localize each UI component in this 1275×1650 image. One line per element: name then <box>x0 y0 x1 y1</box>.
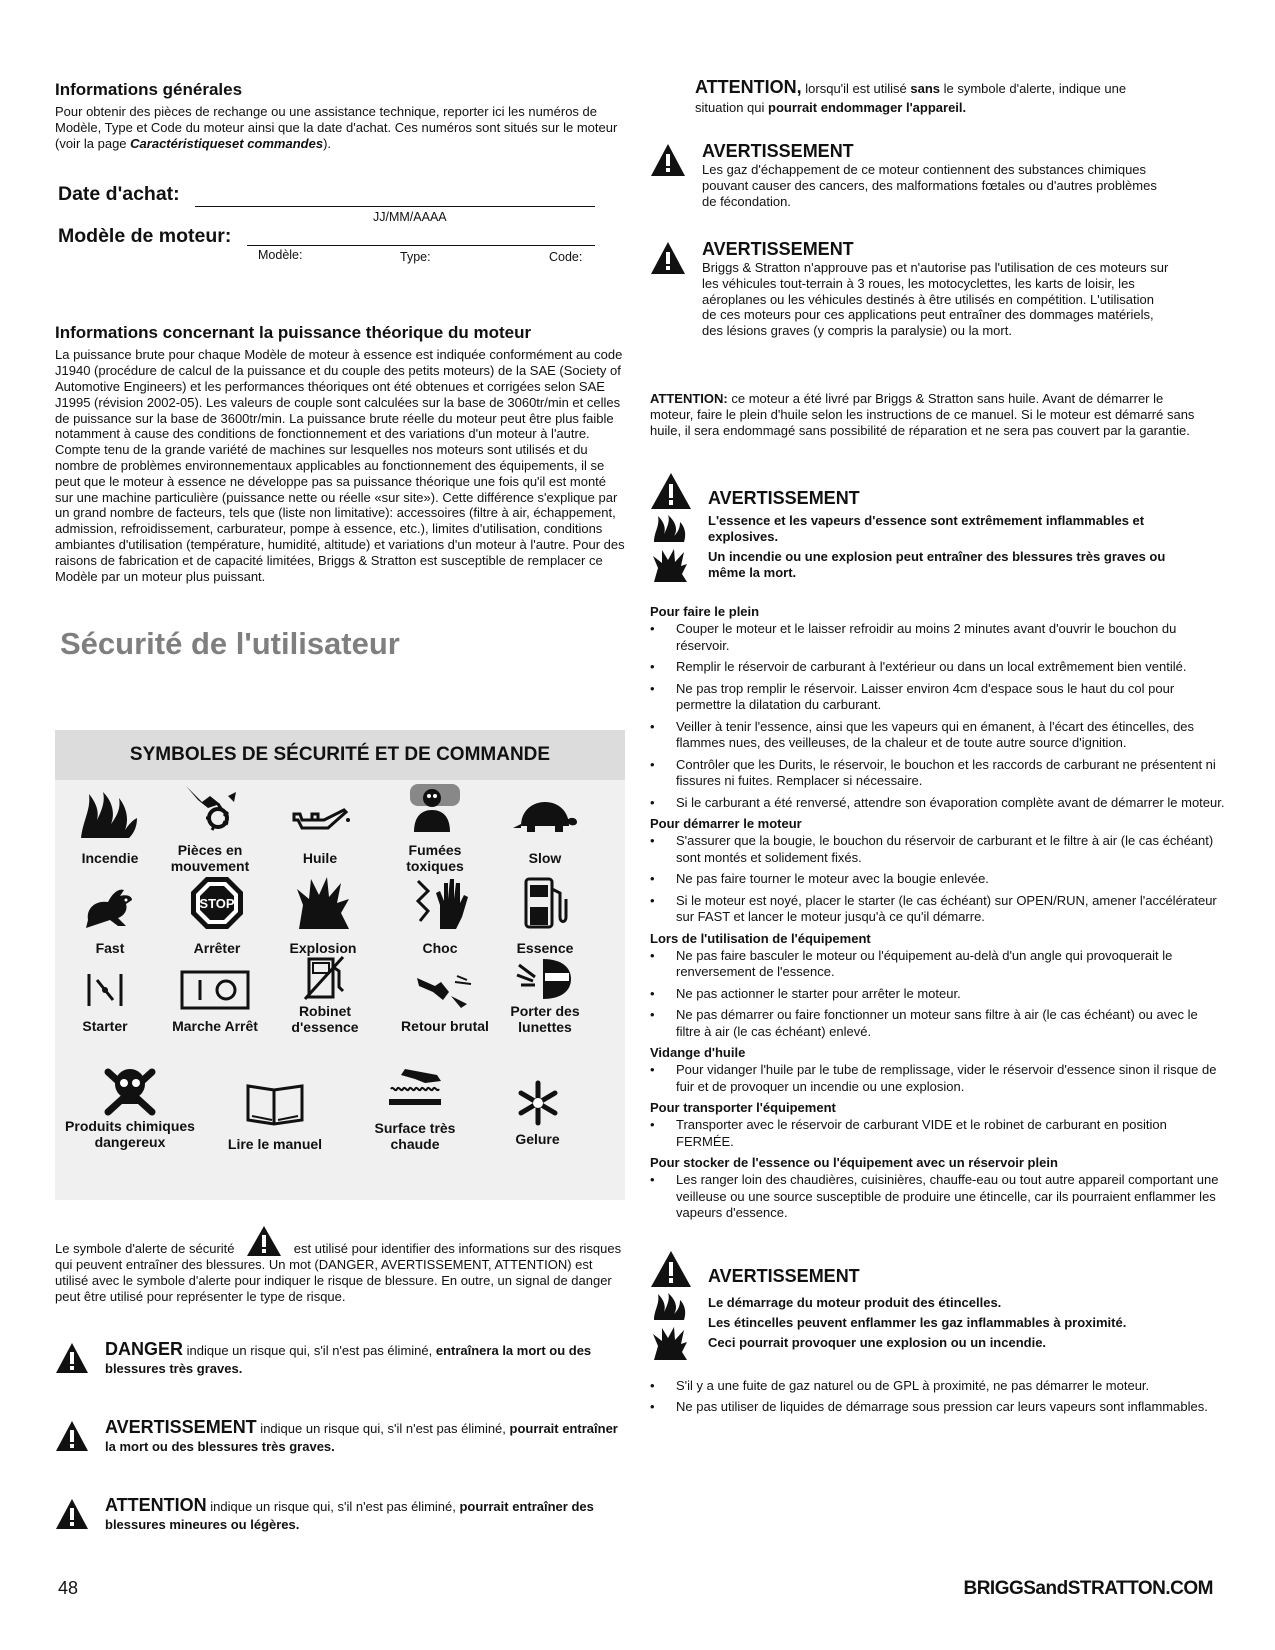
explosion-icon <box>295 875 351 931</box>
warning-exhaust-body <box>702 141 1172 209</box>
list-item: • Transporter avec le réservoir de carburant VIDE et le robinet de carburant en position FERMÉE. <box>650 1117 1225 1150</box>
symbol-label-hazardous-chemicals: Produits chimiques dangereux <box>65 1118 195 1150</box>
symbol-label-stop: Arrêter <box>193 940 241 956</box>
warning-exhaust-alert-icon <box>650 143 686 177</box>
symbol-moving-parts <box>160 782 260 872</box>
stop-sign-icon <box>189 875 245 931</box>
warning-sparks-line-2: Les étincelles peuvent enflammer les gaz inflammables à proximité. <box>708 1314 1127 1330</box>
symbol-on-off <box>155 970 275 1050</box>
choke-icon <box>85 970 125 1010</box>
attention-mid: lorsqu'il est utilisé <box>801 81 911 96</box>
warning-sparks-alert-icon <box>650 1250 692 1288</box>
level-caution-consequence: pourrait entraîner des blessures mineures ou légères. <box>105 1499 594 1532</box>
list-item: • Veiller à tenir l'essence, ainsi que les vapeurs qui en émanent, à l'écart des étincelles, des flammes nues, des veilleuses, de la chaleur et de toute autre source d'ignition. <box>650 719 1225 752</box>
general-text-end: ). <box>323 135 332 151</box>
on-off-icon <box>180 970 250 1010</box>
section-list-refuel <box>650 621 1225 811</box>
alert-symbol-text <box>55 1225 625 1304</box>
list-item: • Ne pas utiliser de liquides de démarrage sous pression car leurs vapeurs sont inflammables. <box>650 1399 1210 1416</box>
rabbit-icon <box>82 880 138 930</box>
toxic-fumes-icon <box>408 782 462 834</box>
fuel-pump-icon <box>520 875 570 931</box>
symbol-label-fuel-valve: Robinet d'essence <box>291 1003 359 1035</box>
symbol-label-shock: Choc <box>422 940 458 956</box>
level-danger-word: DANGER <box>105 1339 184 1359</box>
section-list-storage <box>650 1172 1225 1222</box>
attention-word: ATTENTION, <box>695 77 802 97</box>
warning-fuel-title: AVERTISSEMENT <box>708 488 860 509</box>
symbol-fast <box>60 880 160 960</box>
features-page-reference: Caractéristiqueset commandes <box>130 135 324 151</box>
code-sublabel: Code: <box>549 250 583 265</box>
section-list-oil-drain <box>650 1062 1225 1095</box>
section-title-transport: Pour transporter l'équipement <box>650 1100 836 1116</box>
section-title-start: Pour démarrer le moteur <box>650 816 802 832</box>
engine-model-label: Modèle de moteur: <box>58 225 232 248</box>
fuel-valve-icon <box>303 955 347 1001</box>
symbol-label-toxic-fumes: Fumées toxiques <box>406 842 464 874</box>
level-warning-mid: indique un risque qui, s'il n'est pas éliminé, <box>256 1421 510 1436</box>
list-item: • Ne pas faire basculer le moteur ou l'équipement au-delà d'un angle qui provoquerait le renversement de l'essence. <box>650 948 1225 981</box>
section-list-start <box>650 833 1225 926</box>
symbol-fire <box>60 790 160 870</box>
level-warning-text <box>105 1418 630 1456</box>
general-text-part: Pour obtenir des pièces de rechange ou une assistance technique, reporter ici les numéros de Modèle, Type et Code du moteur ainsi que la date d'achat. Ces numéros sont situés sur le moteur (voir la page <box>55 104 618 151</box>
warning-fuel-line-1: L'essence et les vapeurs d'essence sont extrêmement inflammables et explosives. <box>708 513 1145 545</box>
symbol-hot-surface <box>360 1065 470 1160</box>
symbol-safety-glasses <box>495 955 595 1050</box>
fuel-safety-sections <box>650 604 1225 1222</box>
website-link[interactable]: BRIGGSandSTRATTON.COM <box>963 1578 1213 1599</box>
oil-attention-label: ATTENTION: <box>650 391 728 406</box>
level-danger-text <box>105 1340 630 1378</box>
warning-fuel-line-2: Un incendie ou une explosion peut entraîner des blessures très graves ou même la mort. <box>708 548 1166 580</box>
section-title-oil-drain: Vidange d'huile <box>650 1045 746 1061</box>
warning-sparks-line-1: Le démarrage du moteur produit des étincelles. <box>708 1294 1002 1310</box>
list-item: • Si le carburant a été renversé, attendre son évaporation complète avant de démarrer le moteur. <box>650 795 1225 812</box>
symbol-label-frostbite: Gelure <box>515 1131 560 1147</box>
level-caution-word: ATTENTION <box>105 1495 207 1515</box>
symbol-label-fast: Fast <box>95 940 125 956</box>
kickback-icon <box>415 970 475 1010</box>
symbol-explosion <box>273 875 373 960</box>
stop-sign-text: STOP <box>199 896 235 911</box>
engine-model-line[interactable] <box>247 245 595 246</box>
list-item: • Pour vidanger l'huile par le tube de remplissage, vider le réservoir d'essence sinon il risque de fuir et de provoquer un incendie ou une explosion. <box>650 1062 1225 1095</box>
symbol-label-choke: Starter <box>82 1018 128 1034</box>
level-caution-mid: indique un risque qui, s'il n'est pas éliminé, <box>206 1499 460 1514</box>
symbol-oil <box>270 790 370 870</box>
purchase-date-field <box>55 177 625 225</box>
warning-sparks-explosion-icon <box>652 1326 688 1362</box>
page-number: 48 <box>58 1578 79 1598</box>
symbol-shock <box>390 875 490 960</box>
warning-fuel <box>650 472 1225 590</box>
general-info-text <box>55 104 625 151</box>
list-item: • Couper le moteur et le laisser refroidir au moins 2 minutes avant d'ouvrir le bouchon du réservoir. <box>650 621 1225 654</box>
symbol-label-moving-parts: Pièces en mouvement <box>170 842 250 874</box>
symbol-label-explosion: Explosion <box>289 940 357 956</box>
list-item: • Si le moteur est noyé, placer le starter (le cas échéant) sur OPEN/RUN, amener l'accélérateur sur FAST et lancer le moteur jusqu'à ce qu'il démarre. <box>650 893 1225 926</box>
symbol-label-fire: Incendie <box>81 850 139 866</box>
symbol-label-oil: Huile <box>302 850 338 866</box>
list-item: • Les ranger loin des chaudières, cuisinières, chauffe-eau ou tout autre appareil comportant une veilleuse ou une source susceptible de produire une étincelle, car ils pourraient enflammer les vapeurs d'essence. <box>650 1172 1225 1222</box>
attention-sans: sans <box>910 81 940 96</box>
safety-title: Sécurité de l'utilisateur <box>60 626 400 662</box>
snowflake-icon <box>515 1080 561 1126</box>
manual-book-icon <box>244 1080 306 1126</box>
purchase-date-line[interactable] <box>195 206 595 207</box>
warning-exhaust-title: AVERTISSEMENT <box>702 141 854 161</box>
level-danger-consequence: entraînera la mort ou des blessures très graves. <box>105 1343 592 1376</box>
level-warning-word: AVERTISSEMENT <box>105 1417 257 1437</box>
final-warnings-list <box>650 1378 1210 1416</box>
left-column <box>55 80 625 662</box>
section-title-refuel: Pour faire le plein <box>650 604 760 620</box>
warning-sparks <box>650 1250 1225 1362</box>
attention-consequence: pourrait endommager l'appareil. <box>768 100 967 115</box>
engine-model-field <box>55 225 625 281</box>
list-item: • Contrôler que les Durits, le réservoir, le bouchon et les raccords de carburant ne présentent ni fissures ni fuites. Remplacer si nécessaire. <box>650 757 1225 790</box>
warning-sparks-line-3: Ceci pourrait provoquer une explosion ou un incendie. <box>708 1334 1047 1350</box>
section-list-operation <box>650 948 1225 1041</box>
symbol-label-on-off: Marche Arrêt <box>172 1018 258 1034</box>
symbols-heading: SYMBOLES DE SÉCURITÉ ET DE COMMANDE <box>55 730 625 780</box>
warning-exhaust-text: Les gaz d'échappement de ce moteur contiennent des substances chimiques pouvant causer des cancers, des malformations fœtales ou d'autres problèmes de fécondation. <box>702 162 1157 209</box>
list-item: • Remplir le réservoir de carburant à l'extérieur ou dans un local extrêmement bien ventilé. <box>650 659 1225 676</box>
list-item: • S'assurer que la bougie, le bouchon du réservoir de carburant et le filtre à air (le cas échéant) sont montés et solidement fixés. <box>650 833 1225 866</box>
oil-attention-text: ce moteur a été livré par Briggs & Stratton sans huile. Avant de démarrer le moteur, faire le plein d'huile selon les instructions de ce manuel. Si le moteur est démarré sans huile, il sera endommagé sans possibilité de réparation et ne sera pas couvert par la garantie. <box>650 391 1195 438</box>
symbol-label-kickback: Retour brutal <box>401 1018 489 1034</box>
list-item: • Ne pas démarrer ou faire fonctionner un moteur sans filtre à air (le cas échéant) ou avec le filtre à air (le cas échéant) enlevé. <box>650 1007 1225 1040</box>
warning-fuel-explosion-icon <box>652 548 688 584</box>
warning-sparks-fire-icon <box>652 1292 688 1322</box>
section-title-storage: Pour stocker de l'essence ou l'équipement avec un réservoir plein <box>650 1155 1058 1171</box>
oil-can-icon <box>288 790 352 840</box>
type-sublabel: Type: <box>400 250 431 265</box>
symbol-fuel <box>495 875 595 960</box>
warning-vehicles-text: Briggs & Stratton n'approuve pas et n'autorise pas l'utilisation de ces moteurs sur les véhicules tout-terrain à 3 roues, les motocyclettes, les karts de loisir, les aéroplanes ou les véhicules destinés à être utilisés en compétition. L'utilisation de ces moteurs pour ces applications peut entraîner des dommages matériels, des lésions graves (y compris la paralysie) ou la mort. <box>702 260 1169 339</box>
right-column <box>650 78 1225 1421</box>
oil-attention-note <box>650 391 1200 438</box>
purchase-date-label: Date d'achat: <box>58 183 180 206</box>
model-sublabel: Modèle: <box>258 248 303 263</box>
warning-fuel-alert-icon <box>650 472 692 510</box>
warning-vehicles-alert-icon <box>650 241 686 275</box>
warning-vehicles-body <box>702 239 1172 339</box>
symbol-hazardous-chemicals <box>55 1062 205 1162</box>
warning-fuel-fire-icon <box>652 514 688 544</box>
alert-text-start: Le symbole d'alerte de sécurité <box>55 1241 235 1256</box>
skull-crossbones-icon <box>100 1062 160 1118</box>
list-item: • Ne pas trop remplir le réservoir. Laisser environ 4cm d'espace sous le haut du col pour permettre la dilatation du carburant. <box>650 681 1225 714</box>
level-danger <box>55 1340 625 1390</box>
warning-sparks-title: AVERTISSEMENT <box>708 1265 860 1286</box>
power-info-text: La puissance brute pour chaque Modèle de moteur à essence est indiquée conformément au code J1940 (procédure de calcul de la puissance et du couple des petits moteurs) de la SAE (Society of Automotive Engineers) et les performances théoriques ont été obtenues et corrigées selon SAE J1995 (révision 2002-05). Les valeurs de couple sont calculées sur la base de 3060tr/min et celles de puissance sur la base de 3600tr/min. La puissance brute réelle du moteur peut être plus faible notamment à cause des conditions de fonctionnement et des variations d'un moteur à l'autre. Compte tenu de la grande variété de machines sur lesquelles nos moteurs sont utilisés et du nombre de problèmes environnementaux applicables au fonctionnement des équipements, il se peut que le moteur à essence ne développe pas sa puissance théorique une fois qu'il est monté sur une machine particulière (puissance nette ou réelle «sur site»). Cette différence s'explique par un grand nombre de facteurs, tels que (liste non limitative): accessoires (filtre à air, échappement, admission, refroidissement, carburateur, pompe à essence, etc.), limites d'utilisation, conditions ambiantes d'utilisation (température, humidité, altitude) et variations d'un moteur à l'autre. Pour des raisons de fabrication et de capacité limitées, Briggs & Stratton est susceptible de remplacer ce Modèle par un moteur plus puissant. <box>55 347 625 584</box>
danger-alert-icon <box>55 1342 89 1374</box>
section-list-transport <box>650 1117 1225 1150</box>
symbol-frostbite <box>485 1080 590 1160</box>
warning-vehicles <box>650 239 1225 379</box>
symbol-label-read-manual: Lire le manuel <box>227 1136 323 1152</box>
symbol-slow <box>495 790 595 870</box>
warning-exhaust <box>650 141 1225 231</box>
caution-alert-icon <box>55 1498 89 1530</box>
level-danger-mid: indique un risque qui, s'il n'est pas éliminé, <box>183 1343 436 1358</box>
general-info-title: Informations générales <box>55 80 243 99</box>
power-info-title: Informations concernant la puissance théorique du moteur <box>55 323 532 343</box>
attention-note <box>650 78 1150 117</box>
symbol-label-safety-glasses: Porter des lunettes <box>510 1003 580 1035</box>
list-item: • S'il y a une fuite de gaz naturel ou de GPL à proximité, ne pas démarrer le moteur. <box>650 1378 1210 1395</box>
level-warning-consequence: pourrait entraîner la mort ou des blessures très graves. <box>105 1421 618 1454</box>
symbol-label-slow: Slow <box>528 850 562 866</box>
safety-symbols-box <box>55 730 625 1200</box>
level-warning <box>55 1418 625 1468</box>
symbol-toxic-fumes <box>385 782 485 872</box>
attention-rest: le symbole d'alerte, indique une situation qui <box>695 81 1127 115</box>
warning-fuel-body <box>708 488 1188 580</box>
symbol-stop <box>167 875 267 960</box>
warning-vehicles-title: AVERTISSEMENT <box>702 239 854 259</box>
alert-text-rest: est utilisé pour identifier des informations sur des risques qui peuvent entraîner des blessures. Un mot (DANGER, AVERTISSEMENT, ATTENTION) est utilisé avec le symbole d'alerte pour indiquer le risque de blessure. En outre, un signal de danger peut être utilisé pour représenter le type de risque. <box>55 1241 622 1304</box>
alert-symbol-paragraph <box>55 1225 625 1304</box>
symbol-fuel-valve <box>275 955 375 1050</box>
warning-sparks-body <box>708 1266 1188 1353</box>
fire-icon <box>79 790 141 840</box>
date-format-hint: JJ/MM/AAAA <box>373 210 447 225</box>
symbol-kickback <box>390 970 500 1050</box>
electric-shock-icon <box>410 875 470 931</box>
safety-glasses-icon <box>515 955 575 1001</box>
turtle-icon <box>511 790 579 840</box>
safety-alert-icon <box>246 1225 282 1257</box>
symbol-label-fuel: Essence <box>516 940 574 956</box>
section-title-operation: Lors de l'utilisation de l'équipement <box>650 930 871 946</box>
symbol-choke <box>55 970 155 1050</box>
list-item: • Ne pas faire tourner le moteur avec la bougie enlevée. <box>650 871 1225 888</box>
symbol-read-manual <box>220 1080 330 1162</box>
hot-surface-icon <box>385 1065 445 1109</box>
moving-parts-icon <box>180 782 240 834</box>
level-caution-text <box>105 1496 630 1534</box>
list-item: • Ne pas actionner le starter pour arrêter le moteur. <box>650 986 1225 1003</box>
warning-alert-icon <box>55 1420 89 1452</box>
level-caution <box>55 1496 625 1546</box>
symbol-label-hot-surface: Surface très chaude <box>374 1120 456 1152</box>
